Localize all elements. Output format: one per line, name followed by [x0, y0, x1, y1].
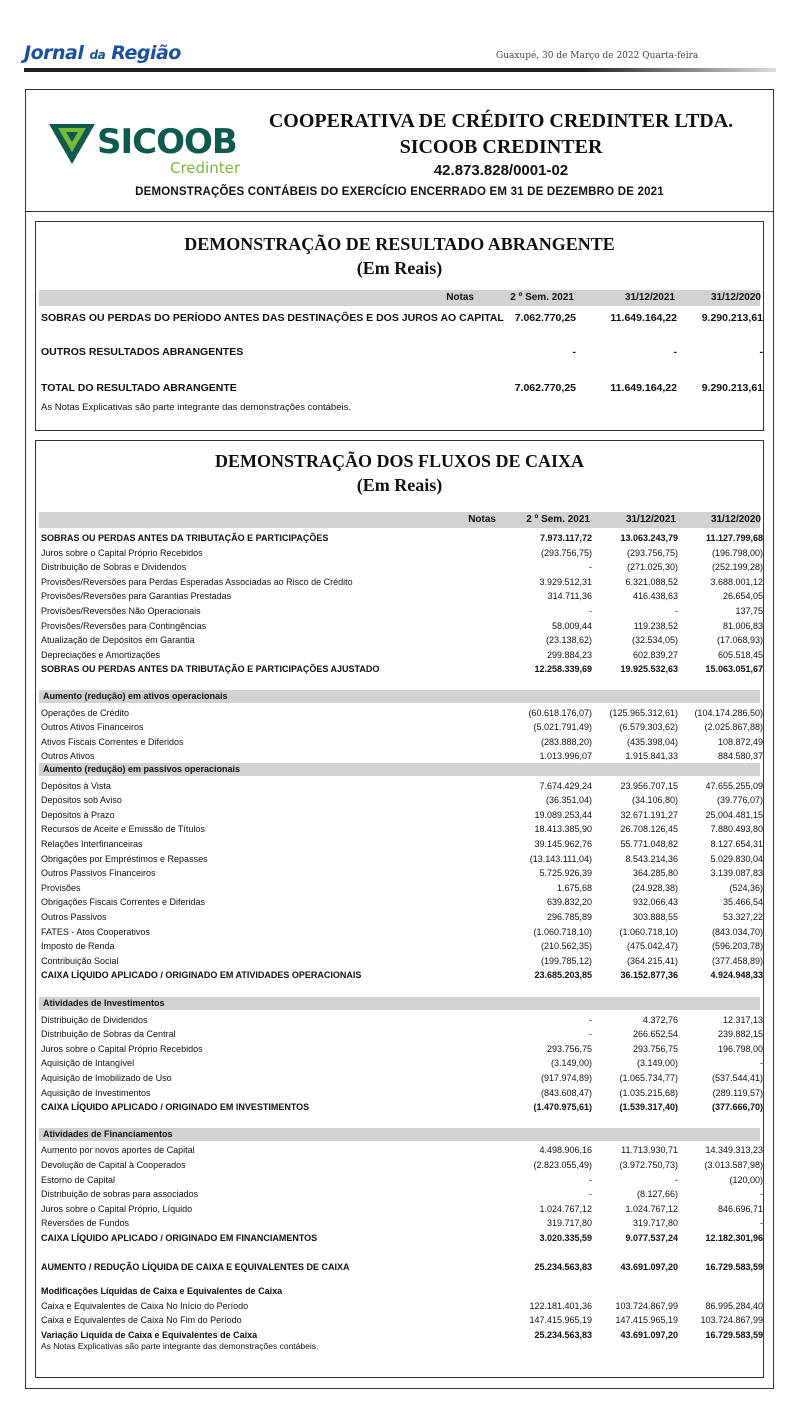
- row-value: -: [675, 1174, 678, 1185]
- row-value: 7.674.429,24: [539, 780, 592, 791]
- row-value: (39.776,07): [716, 795, 763, 806]
- row-label: Depósitos à Prazo: [41, 809, 115, 820]
- row-value: 15.063.051,67: [705, 664, 763, 675]
- row-value: (3.149,00): [550, 1058, 592, 1069]
- row-value: (537.544,41): [711, 1073, 763, 1083]
- row-value: (1.539.317,40): [619, 1102, 678, 1113]
- row-value: 293.756,75: [632, 1043, 678, 1054]
- row-label: Variação Líquida de Caixa e Equivalentes de Caixa: [41, 1330, 258, 1340]
- row-value: 3.688.001,12: [710, 576, 763, 587]
- row-value: 846.696,71: [717, 1203, 763, 1214]
- sicoob-logo: [49, 122, 241, 182]
- row-value: 4.924.948,33: [710, 970, 763, 981]
- row-value: -: [589, 562, 592, 573]
- row-label: Juros sobre o Capital Próprio Recebidos: [41, 547, 203, 558]
- row-value: (843.034,70): [711, 926, 763, 937]
- row-value: (1.060.718,10): [533, 926, 592, 937]
- row-value: (8.127,66): [636, 1189, 678, 1200]
- row-value: (377.458,89): [711, 955, 763, 966]
- row-value: (104.174.286,50): [694, 707, 763, 718]
- sicoob-mark-icon: [49, 124, 95, 164]
- row-label: SOBRAS OU PERDAS DO PERÍODO ANTES DAS DESTINAÇÕES E DOS JUROS AO CAPITAL: [41, 312, 504, 324]
- row-label: AUMENTO / REDUÇÃO LÍQUIDA DE CAIXA E EQUIVALENTES DE CAIXA: [41, 1261, 350, 1272]
- row-label: Aquisição de Intangível: [41, 1058, 135, 1069]
- dfc-column-label: 31/12/2020: [710, 514, 761, 525]
- dfc-row: [41, 1071, 761, 1085]
- row-label: Caixa e Equivalentes de Caixa No Início do Período: [41, 1300, 249, 1311]
- dfc-row: [41, 939, 761, 953]
- row-label: TOTAL DO RESULTADO ABRANGENTE: [41, 382, 237, 394]
- dfc-row: [41, 589, 761, 603]
- row-value: (5.021.791,49): [533, 722, 592, 733]
- row-value: 43.691.097,20: [620, 1330, 678, 1340]
- row-label: Provisões/Reversões para Perdas Esperadas Associadas ao Risco de Crédito: [41, 576, 353, 587]
- row-value: (475.042,47): [626, 941, 678, 952]
- row-value: (1.065.734,77): [619, 1073, 678, 1083]
- row-value: 14.349.313,23: [705, 1145, 763, 1156]
- dfc-row: [41, 633, 761, 647]
- row-value: 23.685.203,85: [534, 970, 592, 981]
- row-value: 3.929.512,31: [539, 576, 592, 587]
- row-label: Caixa e Equivalentes de Caixa No Fim do Período: [41, 1315, 242, 1326]
- dfc-column-label: Notas: [468, 514, 496, 525]
- row-value: 147.415.965,19: [529, 1315, 592, 1326]
- row-value: 9.290.213,61: [701, 382, 763, 394]
- row-label: CAIXA LÍQUIDO APLICADO / ORIGINADO EM INVESTIMENTOS: [41, 1102, 310, 1113]
- row-value: 16.729.583,59: [705, 1261, 763, 1272]
- row-value: -: [589, 606, 592, 616]
- dra-row: [41, 344, 761, 360]
- row-value: -: [589, 1014, 592, 1025]
- dfc-row: [41, 1056, 761, 1070]
- dfc-section-header: Aumento (redução) em passivos operacionais: [39, 763, 760, 776]
- row-value: 53.327,22: [722, 912, 763, 922]
- newspaper-logo: Jornal da Região: [24, 42, 181, 64]
- row-label: Distribuição de sobras para associados: [41, 1189, 199, 1200]
- logo-word: SICOOB: [97, 122, 237, 162]
- dfc-row: [41, 881, 761, 895]
- dfc-section-header: Atividades de Financiamentos: [39, 1128, 760, 1141]
- row-value: (596.203,78): [711, 941, 763, 952]
- dfc-row: [41, 954, 761, 968]
- dra-title: DEMONSTRAÇÃO DE RESULTADO ABRANGENTE (Em Reais): [184, 234, 615, 278]
- masthead-rule-fade: [584, 68, 776, 72]
- row-value: 39.145.962,76: [534, 839, 592, 849]
- dra-section: [35, 221, 764, 431]
- row-value: 7.062.770,25: [514, 312, 576, 324]
- row-value: 8.543.214,36: [625, 853, 678, 864]
- row-value: 11.127.799,68: [705, 533, 763, 543]
- dra-column-label: 2 º Sem. 2021: [510, 292, 574, 303]
- row-value: 58.009,44: [551, 620, 592, 631]
- row-value: 6.321.088,52: [625, 576, 678, 587]
- row-value: (3.013.587,98): [704, 1160, 763, 1170]
- row-label: Obrigações por Empréstimos e Repasses: [41, 853, 208, 864]
- dfc-row: [41, 720, 761, 734]
- row-value: 1.675,68: [556, 882, 592, 893]
- row-label: Aquisição de Imobilizado de Uso: [41, 1073, 172, 1083]
- row-value: 1.915.841,33: [625, 751, 678, 762]
- row-label: FATES - Atos Cooperativos: [41, 926, 150, 937]
- row-label: Aquisição de Investimentos: [41, 1087, 151, 1098]
- row-value: 364.285,80: [632, 868, 678, 879]
- row-value: 299.884,23: [546, 649, 592, 660]
- company-name: COOPERATIVA DE CRÉDITO CREDINTER LTDA. SICOOB CREDINTER: [268, 110, 734, 158]
- dfc-row: [41, 619, 761, 633]
- row-value: (36.351,04): [545, 795, 592, 806]
- row-value: (293.756,75): [540, 547, 592, 558]
- dfc-section: [35, 440, 764, 1378]
- dfc-row: [41, 531, 761, 545]
- row-value: (23.138,62): [545, 635, 592, 646]
- dfc-row: [41, 749, 761, 763]
- dfc-row: [41, 1216, 761, 1230]
- row-value: 303.888,55: [632, 912, 678, 922]
- publication-frame: [25, 89, 774, 1389]
- dfc-row: [41, 1313, 761, 1327]
- dra-column-label: Notas: [446, 292, 474, 303]
- dfc-row: [41, 1042, 761, 1056]
- row-label: Modificações Líquidas de Caixa e Equivalentes de Caixa: [41, 1286, 283, 1297]
- row-label: Ativos Fiscais Correntes e Diferidos: [41, 736, 184, 747]
- row-label: Juros sobre o Capital Próprio Recebidos: [41, 1043, 203, 1054]
- dfc-row: [41, 968, 761, 982]
- dfc-row: [41, 662, 761, 676]
- row-value: 1.024.767,12: [539, 1203, 592, 1214]
- row-value: (120,00): [729, 1174, 763, 1185]
- row-label: CAIXA LÍQUIDO APLICADO / ORIGINADO EM FINANCIAMENTOS: [41, 1233, 318, 1243]
- row-value: 81.006,83: [722, 620, 763, 631]
- row-value: -: [589, 1029, 592, 1040]
- dfc-note: As Notas Explicativas são parte integrante das demonstrações contábeis.: [41, 1340, 319, 1351]
- dfc-row: [41, 779, 761, 793]
- dfc-row: [41, 925, 761, 939]
- row-value: 26.654,05: [722, 591, 763, 602]
- row-value: -: [572, 346, 576, 358]
- row-value: (6.579.303,62): [619, 722, 678, 733]
- row-value: 35.466,54: [722, 897, 763, 908]
- row-value: 55.771.048,82: [620, 839, 678, 849]
- dfc-section-header: Aumento (redução) em ativos operacionais: [39, 690, 760, 703]
- row-value: 4.372,76: [642, 1014, 678, 1025]
- row-label: Outros Ativos: [41, 751, 95, 762]
- row-label: Outros Ativos Financeiros: [41, 722, 144, 733]
- dra-row: [41, 310, 761, 326]
- row-value: -: [760, 1189, 763, 1200]
- dfc-column-header: [39, 512, 760, 528]
- dfc-row: [41, 1299, 761, 1313]
- row-value: 122.181.401,36: [529, 1300, 592, 1311]
- row-value: 25.234.563,83: [534, 1261, 592, 1272]
- row-value: (199.785,12): [540, 955, 592, 966]
- dra-column-label: 31/12/2020: [710, 292, 761, 303]
- row-label: Outros Passivos Financeiros: [41, 868, 156, 879]
- row-value: (32.534,05): [631, 635, 678, 646]
- row-value: 5.029.830,04: [710, 853, 763, 864]
- row-value: (2.823.055,49): [533, 1160, 592, 1170]
- row-value: (17.068,93): [716, 635, 763, 646]
- row-value: 5.725.926,39: [539, 868, 592, 879]
- row-label: SOBRAS OU PERDAS ANTES DA TRIBUTAÇÃO E PARTICIPAÇÕES: [41, 533, 329, 543]
- row-value: 7.880.493,80: [710, 824, 763, 835]
- row-value: 32.671.191,27: [620, 809, 678, 820]
- dfc-row: [41, 706, 761, 720]
- dra-row: [41, 380, 761, 396]
- dfc-title: DEMONSTRAÇÃO DOS FLUXOS DE CAIXA (Em Reais): [214, 451, 585, 495]
- row-value: (210.562,35): [540, 941, 592, 952]
- row-value: 47.655.255,09: [705, 780, 763, 791]
- dfc-row: [41, 1100, 761, 1114]
- row-value: (252.199,28): [711, 562, 763, 573]
- row-value: 119.238,52: [633, 620, 678, 631]
- row-value: 25.234.563,83: [534, 1330, 592, 1340]
- row-value: 602.839,27: [632, 649, 678, 660]
- row-label: Contribuição Social: [41, 955, 119, 966]
- row-value: 319.717,80: [546, 1218, 592, 1229]
- dra-note: As Notas Explicativas são parte integrante das demonstrações contábeis.: [41, 402, 351, 413]
- row-value: (125.965.312,61): [609, 707, 678, 718]
- dfc-row: [41, 1027, 761, 1041]
- logo-sub: Credinter: [170, 159, 241, 177]
- dfc-row: [41, 910, 761, 924]
- dfc-row: [41, 1187, 761, 1201]
- row-label: Reversões de Fundos: [41, 1218, 130, 1229]
- dateline: Guaxupé, 30 de Março de 2022 Quarta-feira: [496, 51, 699, 61]
- dfc-row: [41, 1013, 761, 1027]
- row-label: Aumento por novos aportes de Capital: [41, 1145, 195, 1156]
- row-value: 108.872,49: [717, 736, 763, 747]
- dfc-row: [41, 808, 761, 822]
- row-value: (435.398,04): [626, 736, 678, 747]
- row-value: 9.290.213,61: [701, 312, 763, 324]
- row-value: 103.724.867,99: [615, 1300, 678, 1311]
- row-value: -: [759, 346, 763, 358]
- row-value: -: [589, 1189, 592, 1200]
- dra-column-header: [39, 290, 760, 306]
- row-value: -: [760, 1058, 763, 1069]
- masthead: [24, 40, 776, 70]
- row-value: 12.258.339,69: [534, 664, 592, 675]
- dfc-row: [41, 1284, 761, 1298]
- dfc-section-header: Atividades de Investimentos: [39, 997, 760, 1010]
- row-label: Provisões/Reversões Não Operacionais: [41, 606, 201, 616]
- row-value: 1.024.767,12: [625, 1203, 678, 1214]
- row-label: Operações de Crédito: [41, 707, 130, 718]
- row-value: 639.832,20: [546, 897, 592, 908]
- dfc-row: [41, 575, 761, 589]
- row-value: 19.925.532,63: [620, 664, 678, 675]
- row-value: 932.066,43: [632, 897, 678, 908]
- row-label: Depósitos à Vista: [41, 780, 111, 791]
- row-value: (13.143.111,04): [529, 853, 592, 864]
- row-label: Depósitos sob Aviso: [41, 795, 122, 806]
- row-value: 605.518,45: [717, 649, 763, 660]
- dfc-row: [41, 1086, 761, 1100]
- statements-subtitle: DEMONSTRAÇÕES CONTÁBEIS DO EXERCÍCIO ENCERRADO EM 31 DE DEZEMBRO DE 2021: [135, 186, 664, 198]
- row-label: Provisões/Reversões para Garantias Prestadas: [41, 591, 232, 602]
- row-value: 4.498.906,16: [539, 1145, 592, 1156]
- row-value: 3.020.335,59: [539, 1233, 592, 1243]
- dfc-row: [41, 1231, 761, 1245]
- dfc-column-label: 31/12/2021: [625, 514, 676, 525]
- row-label: Depreciações e Amortizações: [41, 649, 161, 660]
- row-value: (1.470.975,61): [533, 1102, 592, 1113]
- row-value: 137,75: [735, 606, 763, 616]
- dra-column-label: 31/12/2021: [624, 292, 675, 303]
- row-value: 18.413.385,90: [534, 824, 592, 835]
- row-value: 11.713.930,71: [621, 1145, 678, 1156]
- row-value: (60.618.176,07): [528, 707, 592, 718]
- row-value: -: [673, 346, 677, 358]
- row-label: Imposto de Renda: [41, 941, 115, 952]
- row-value: 266.652,54: [632, 1029, 678, 1040]
- dfc-row: [41, 648, 761, 662]
- dfc-row: [41, 837, 761, 851]
- row-value: 103.724.867,99: [700, 1315, 763, 1326]
- row-label: Distribuição de Sobras e Dividendos: [41, 562, 187, 573]
- row-value: 8.127.654,31: [710, 839, 763, 849]
- row-value: 11.649.164,22: [610, 312, 677, 324]
- dfc-row: [41, 866, 761, 880]
- row-value: (377.666,70): [711, 1102, 763, 1113]
- dfc-row: [41, 1173, 761, 1187]
- row-value: (843.608,47): [540, 1087, 592, 1098]
- row-value: 319.717,80: [632, 1218, 678, 1229]
- row-value: 26.708.126,45: [620, 824, 678, 835]
- row-value: (24.928,38): [631, 882, 678, 893]
- row-value: 12.317,13: [722, 1014, 763, 1025]
- row-value: (3.149,00): [636, 1058, 678, 1069]
- row-value: 314.711,36: [547, 591, 592, 602]
- row-label: Provisões: [41, 882, 81, 893]
- row-value: (293.756,75): [626, 547, 678, 558]
- row-value: (289.119,57): [712, 1087, 763, 1098]
- row-value: 3.139.087,83: [710, 868, 763, 879]
- row-value: (2.025.867,88): [704, 722, 763, 733]
- row-value: 86.995.284,40: [705, 1300, 763, 1311]
- dfc-column-label: 2 º Sem. 2021: [526, 514, 590, 525]
- row-value: (3.972.750,73): [619, 1160, 678, 1170]
- company-cnpj: 42.873.828/0001-02: [433, 162, 569, 179]
- row-value: 293.756,75: [546, 1043, 592, 1054]
- row-value: 13.063.243,79: [620, 533, 678, 543]
- dfc-row: [41, 793, 761, 807]
- dfc-row: [41, 604, 761, 618]
- row-label: OUTROS RESULTADOS ABRANGENTES: [41, 346, 244, 358]
- row-label: Atualização de Depósitos em Garantia: [41, 635, 195, 646]
- dfc-row: [41, 895, 761, 909]
- row-value: 239.882,15: [717, 1029, 763, 1040]
- row-value: 36.152.877,36: [620, 970, 678, 981]
- dfc-row: [41, 560, 761, 574]
- row-label: Distribuição de Dividendos: [41, 1014, 148, 1025]
- row-label: Estorno de Capital: [41, 1174, 116, 1185]
- row-value: -: [589, 1174, 592, 1185]
- dfc-row: [41, 546, 761, 560]
- dfc-row: [41, 852, 761, 866]
- dfc-row: [41, 735, 761, 749]
- row-label: Recursos de Aceite e Emissão de Títulos: [41, 824, 205, 835]
- dfc-row: [41, 1158, 761, 1172]
- row-value: (271.025,30): [626, 562, 678, 573]
- row-value: (364.215,41): [626, 955, 678, 966]
- row-value: 23.956.707,15: [620, 780, 678, 791]
- row-value: (1.060.718,10): [619, 926, 678, 937]
- masthead-rule: [24, 68, 584, 72]
- row-value: 416.438,63: [632, 591, 678, 602]
- row-value: -: [675, 606, 678, 616]
- row-label: Devolução de Capital à Cooperados: [41, 1160, 186, 1170]
- row-value: 7.973.117,72: [539, 533, 592, 543]
- dfc-row: [41, 1143, 761, 1157]
- row-label: Obrigações Fiscais Correntes e Diferidas: [41, 897, 206, 908]
- dfc-row: [41, 1260, 761, 1274]
- row-value: 7.062.770,25: [514, 382, 576, 394]
- row-value: (34.106,80): [631, 795, 678, 806]
- row-value: 43.691.097,20: [620, 1261, 678, 1272]
- row-label: CAIXA LÍQUIDO APLICADO / ORIGINADO EM ATIVIDADES OPERACIONAIS: [41, 970, 362, 981]
- row-value: 196.798,00: [717, 1043, 763, 1054]
- row-value: (524,36): [729, 882, 763, 893]
- row-value: 1.013.996,07: [539, 751, 592, 762]
- row-value: 296.785,89: [546, 912, 592, 922]
- row-value: 25.004.481,15: [705, 809, 763, 820]
- row-label: Relações Interfinanceiras: [41, 839, 143, 849]
- row-value: 884.580,37: [717, 751, 763, 762]
- row-label: Juros sobre o Capital Próprio, Líquido: [41, 1203, 193, 1214]
- row-label: Outros Passivos: [41, 912, 107, 922]
- row-value: 147.415.965,19: [615, 1315, 678, 1326]
- row-label: Distribuição de Sobras da Central: [41, 1029, 176, 1040]
- row-value: (283.888,20): [540, 736, 592, 747]
- dfc-row: [41, 1202, 761, 1216]
- row-value: (196.798,00): [711, 547, 763, 558]
- company-header: [26, 90, 773, 212]
- row-value: 19.089.253,44: [534, 809, 592, 820]
- row-label: SOBRAS OU PERDAS ANTES DA TRIBUTAÇÃO E PARTICIPAÇÕES AJUSTADO: [41, 664, 380, 675]
- row-value: 11.649.164,22: [610, 382, 677, 394]
- row-label: Provisões/Reversões para Contingências: [41, 620, 207, 631]
- row-value: -: [760, 1218, 763, 1229]
- row-value: (917.974,89): [540, 1073, 592, 1083]
- row-value: (1.035.215,68): [619, 1087, 678, 1098]
- row-value: 12.182.301,96: [705, 1233, 763, 1243]
- dfc-row: [41, 822, 761, 836]
- row-value: 9.077.537,24: [625, 1233, 678, 1243]
- row-value: 16.729.583,59: [705, 1330, 763, 1340]
